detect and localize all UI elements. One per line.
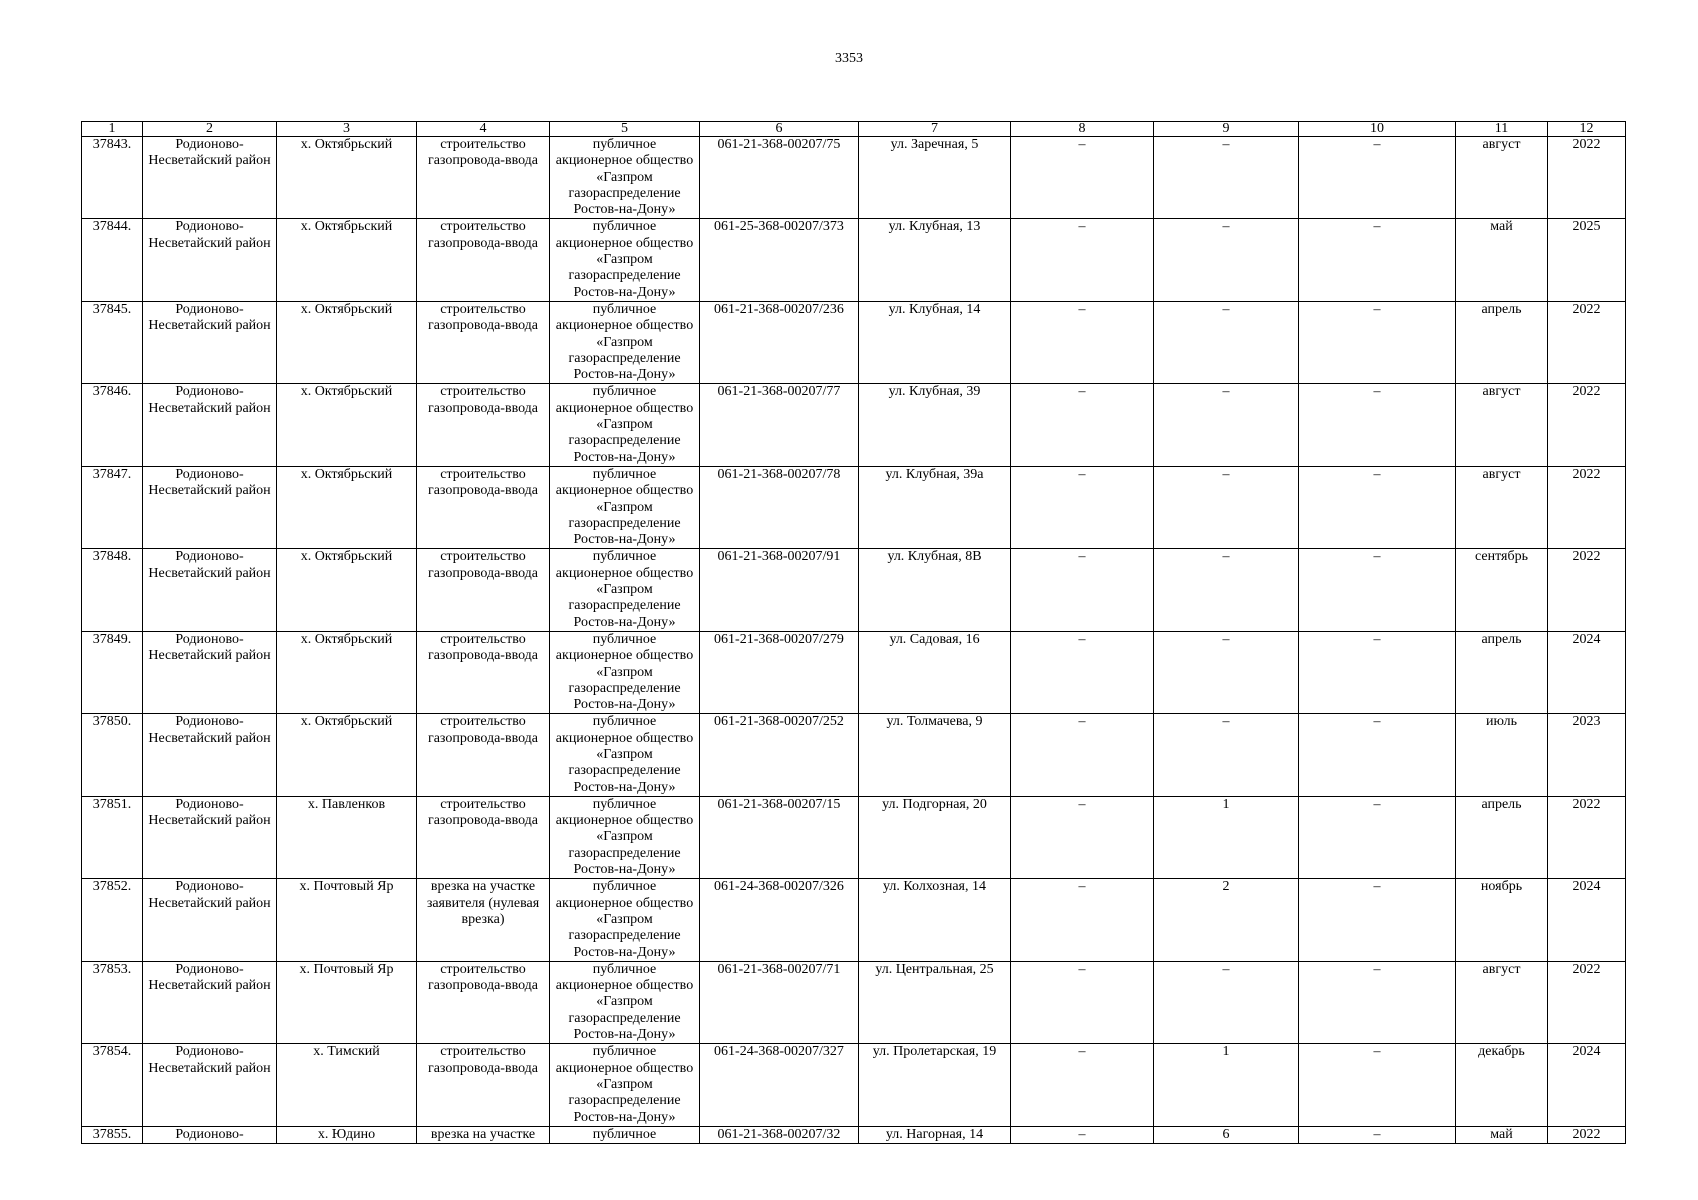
address-cell: ул. Клубная, 13 <box>859 219 1011 301</box>
column-10-cell: – <box>1299 549 1456 631</box>
column-header: 6 <box>700 122 859 137</box>
address-cell: ул. Колхозная, 14 <box>859 879 1011 961</box>
registry-table <box>81 121 1626 1144</box>
district-cell: Родионово-Несветайский район <box>143 631 277 713</box>
district-cell: Родионово-Несветайский район <box>143 796 277 878</box>
application-code-cell: 061-21-368-00207/77 <box>700 384 859 466</box>
column-9-cell: – <box>1154 549 1299 631</box>
work-type-cell: строительство газопровода-ввода <box>417 384 550 466</box>
settlement-cell: х. Октябрьский <box>277 219 417 301</box>
column-9-cell: – <box>1154 631 1299 713</box>
row-number-cell: 37844. <box>82 219 143 301</box>
year-cell: 2024 <box>1548 631 1626 713</box>
year-cell: 2024 <box>1548 879 1626 961</box>
column-10-cell: – <box>1299 137 1456 219</box>
year-cell: 2023 <box>1548 714 1626 796</box>
work-type-cell: врезка на участке <box>417 1126 550 1143</box>
settlement-cell: х. Юдино <box>277 1126 417 1143</box>
organization-cell: публичное акционерное общество «Газпром газораспределение Ростов-на-Дону» <box>550 961 700 1043</box>
column-9-cell: 2 <box>1154 879 1299 961</box>
organization-cell: публичное акционерное общество «Газпром газораспределение Ростов-на-Дону» <box>550 301 700 383</box>
column-9-cell: – <box>1154 301 1299 383</box>
application-code-cell: 061-25-368-00207/373 <box>700 219 859 301</box>
year-cell: 2024 <box>1548 1044 1626 1126</box>
application-code-cell: 061-21-368-00207/75 <box>700 137 859 219</box>
organization-cell: публичное акционерное общество «Газпром газораспределение Ростов-на-Дону» <box>550 549 700 631</box>
address-cell: ул. Толмачева, 9 <box>859 714 1011 796</box>
work-type-cell: строительство газопровода-ввода <box>417 961 550 1043</box>
column-number-row <box>82 122 1626 137</box>
organization-cell: публичное акционерное общество «Газпром газораспределение Ростов-на-Дону» <box>550 631 700 713</box>
row-number-cell: 37855. <box>82 1126 143 1143</box>
settlement-cell: х. Павленков <box>277 796 417 878</box>
settlement-cell: х. Октябрьский <box>277 631 417 713</box>
column-header: 12 <box>1548 122 1626 137</box>
column-9-cell: – <box>1154 137 1299 219</box>
month-cell: апрель <box>1456 631 1548 713</box>
column-8-cell: – <box>1011 714 1154 796</box>
application-code-cell: 061-21-368-00207/279 <box>700 631 859 713</box>
month-cell: май <box>1456 1126 1548 1143</box>
application-code-cell: 061-24-368-00207/327 <box>700 1044 859 1126</box>
settlement-cell: х. Тимский <box>277 1044 417 1126</box>
month-cell: декабрь <box>1456 1044 1548 1126</box>
row-number-cell: 37852. <box>82 879 143 961</box>
column-header: 2 <box>143 122 277 137</box>
column-9-cell: – <box>1154 714 1299 796</box>
column-9-cell: 1 <box>1154 796 1299 878</box>
row-number-cell: 37843. <box>82 137 143 219</box>
column-8-cell: – <box>1011 137 1154 219</box>
month-cell: август <box>1456 384 1548 466</box>
month-cell: август <box>1456 137 1548 219</box>
organization-cell: публичное акционерное общество «Газпром газораспределение Ростов-на-Дону» <box>550 137 700 219</box>
column-10-cell: – <box>1299 714 1456 796</box>
year-cell: 2022 <box>1548 796 1626 878</box>
column-9-cell: – <box>1154 961 1299 1043</box>
column-10-cell: – <box>1299 796 1456 878</box>
table-row <box>82 1126 1626 1143</box>
year-cell: 2022 <box>1548 137 1626 219</box>
settlement-cell: х. Октябрьский <box>277 137 417 219</box>
address-cell: ул. Нагорная, 14 <box>859 1126 1011 1143</box>
district-cell: Родионово-Несветайский район <box>143 219 277 301</box>
organization-cell: публичное <box>550 1126 700 1143</box>
district-cell: Родионово-Несветайский район <box>143 714 277 796</box>
year-cell: 2022 <box>1548 384 1626 466</box>
month-cell: июль <box>1456 714 1548 796</box>
table-row <box>82 1044 1626 1126</box>
month-cell: сентябрь <box>1456 549 1548 631</box>
column-9-cell: 1 <box>1154 1044 1299 1126</box>
settlement-cell: х. Октябрьский <box>277 466 417 548</box>
settlement-cell: х. Октябрьский <box>277 714 417 796</box>
table-row <box>82 384 1626 466</box>
column-8-cell: – <box>1011 879 1154 961</box>
row-number-cell: 37851. <box>82 796 143 878</box>
table-row <box>82 219 1626 301</box>
column-10-cell: – <box>1299 384 1456 466</box>
month-cell: август <box>1456 961 1548 1043</box>
row-number-cell: 37853. <box>82 961 143 1043</box>
district-cell: Родионово-Несветайский район <box>143 466 277 548</box>
district-cell: Родионово-Несветайский район <box>143 961 277 1043</box>
row-number-cell: 37849. <box>82 631 143 713</box>
application-code-cell: 061-21-368-00207/32 <box>700 1126 859 1143</box>
row-number-cell: 37854. <box>82 1044 143 1126</box>
column-9-cell: – <box>1154 219 1299 301</box>
month-cell: май <box>1456 219 1548 301</box>
table-row <box>82 466 1626 548</box>
column-10-cell: – <box>1299 301 1456 383</box>
table-row <box>82 631 1626 713</box>
table-body <box>82 137 1626 1144</box>
organization-cell: публичное акционерное общество «Газпром газораспределение Ростов-на-Дону» <box>550 219 700 301</box>
year-cell: 2022 <box>1548 961 1626 1043</box>
row-number-cell: 37846. <box>82 384 143 466</box>
column-10-cell: – <box>1299 631 1456 713</box>
column-9-cell: – <box>1154 466 1299 548</box>
column-header: 5 <box>550 122 700 137</box>
row-number-cell: 37845. <box>82 301 143 383</box>
column-header: 7 <box>859 122 1011 137</box>
organization-cell: публичное акционерное общество «Газпром газораспределение Ростов-на-Дону» <box>550 714 700 796</box>
column-8-cell: – <box>1011 384 1154 466</box>
work-type-cell: строительство газопровода-ввода <box>417 796 550 878</box>
address-cell: ул. Клубная, 39а <box>859 466 1011 548</box>
settlement-cell: х. Октябрьский <box>277 384 417 466</box>
work-type-cell: строительство газопровода-ввода <box>417 466 550 548</box>
application-code-cell: 061-21-368-00207/91 <box>700 549 859 631</box>
work-type-cell: строительство газопровода-ввода <box>417 219 550 301</box>
row-number-cell: 37848. <box>82 549 143 631</box>
settlement-cell: х. Октябрьский <box>277 301 417 383</box>
work-type-cell: строительство газопровода-ввода <box>417 1044 550 1126</box>
table-row <box>82 961 1626 1043</box>
column-8-cell: – <box>1011 1126 1154 1143</box>
column-header: 4 <box>417 122 550 137</box>
table-row <box>82 714 1626 796</box>
district-cell: Родионово-Несветайский район <box>143 137 277 219</box>
table-row <box>82 137 1626 219</box>
column-8-cell: – <box>1011 796 1154 878</box>
column-9-cell: – <box>1154 384 1299 466</box>
year-cell: 2022 <box>1548 301 1626 383</box>
year-cell: 2022 <box>1548 466 1626 548</box>
work-type-cell: строительство газопровода-ввода <box>417 301 550 383</box>
column-8-cell: – <box>1011 631 1154 713</box>
year-cell: 2022 <box>1548 549 1626 631</box>
column-9-cell: 6 <box>1154 1126 1299 1143</box>
month-cell: ноябрь <box>1456 879 1548 961</box>
page-number: 3353 <box>835 51 863 66</box>
application-code-cell: 061-21-368-00207/252 <box>700 714 859 796</box>
address-cell: ул. Клубная, 39 <box>859 384 1011 466</box>
column-8-cell: – <box>1011 301 1154 383</box>
application-code-cell: 061-24-368-00207/326 <box>700 879 859 961</box>
column-8-cell: – <box>1011 1044 1154 1126</box>
month-cell: апрель <box>1456 796 1548 878</box>
organization-cell: публичное акционерное общество «Газпром газораспределение Ростов-на-Дону» <box>550 1044 700 1126</box>
table-row <box>82 549 1626 631</box>
column-header: 1 <box>82 122 143 137</box>
month-cell: апрель <box>1456 301 1548 383</box>
column-header: 10 <box>1299 122 1456 137</box>
year-cell: 2025 <box>1548 219 1626 301</box>
year-cell: 2022 <box>1548 1126 1626 1143</box>
column-10-cell: – <box>1299 1126 1456 1143</box>
address-cell: ул. Клубная, 8В <box>859 549 1011 631</box>
column-header: 8 <box>1011 122 1154 137</box>
address-cell: ул. Садовая, 16 <box>859 631 1011 713</box>
organization-cell: публичное акционерное общество «Газпром газораспределение Ростов-на-Дону» <box>550 879 700 961</box>
district-cell: Родионово-Несветайский район <box>143 549 277 631</box>
column-10-cell: – <box>1299 961 1456 1043</box>
settlement-cell: х. Почтовый Яр <box>277 961 417 1043</box>
address-cell: ул. Клубная, 14 <box>859 301 1011 383</box>
organization-cell: публичное акционерное общество «Газпром газораспределение Ростов-на-Дону» <box>550 466 700 548</box>
row-number-cell: 37847. <box>82 466 143 548</box>
row-number-cell: 37850. <box>82 714 143 796</box>
column-10-cell: – <box>1299 879 1456 961</box>
address-cell: ул. Центральная, 25 <box>859 961 1011 1043</box>
organization-cell: публичное акционерное общество «Газпром газораспределение Ростов-на-Дону» <box>550 796 700 878</box>
column-10-cell: – <box>1299 1044 1456 1126</box>
column-header: 3 <box>277 122 417 137</box>
column-8-cell: – <box>1011 219 1154 301</box>
address-cell: ул. Заречная, 5 <box>859 137 1011 219</box>
application-code-cell: 061-21-368-00207/78 <box>700 466 859 548</box>
district-cell: Родионово-Несветайский район <box>143 1044 277 1126</box>
month-cell: август <box>1456 466 1548 548</box>
work-type-cell: врезка на участке заявителя (нулевая врезка) <box>417 879 550 961</box>
address-cell: ул. Пролетарская, 19 <box>859 1044 1011 1126</box>
column-header: 9 <box>1154 122 1299 137</box>
column-8-cell: – <box>1011 961 1154 1043</box>
column-8-cell: – <box>1011 466 1154 548</box>
table-row <box>82 796 1626 878</box>
district-cell: Родионово-Несветайский район <box>143 879 277 961</box>
application-code-cell: 061-21-368-00207/71 <box>700 961 859 1043</box>
settlement-cell: х. Октябрьский <box>277 549 417 631</box>
table-row <box>82 879 1626 961</box>
application-code-cell: 061-21-368-00207/15 <box>700 796 859 878</box>
column-8-cell: – <box>1011 549 1154 631</box>
column-10-cell: – <box>1299 466 1456 548</box>
application-code-cell: 061-21-368-00207/236 <box>700 301 859 383</box>
district-cell: Родионово- <box>143 1126 277 1143</box>
work-type-cell: строительство газопровода-ввода <box>417 714 550 796</box>
settlement-cell: х. Почтовый Яр <box>277 879 417 961</box>
district-cell: Родионово-Несветайский район <box>143 301 277 383</box>
work-type-cell: строительство газопровода-ввода <box>417 549 550 631</box>
organization-cell: публичное акционерное общество «Газпром газораспределение Ростов-на-Дону» <box>550 384 700 466</box>
column-header: 11 <box>1456 122 1548 137</box>
address-cell: ул. Подгорная, 20 <box>859 796 1011 878</box>
work-type-cell: строительство газопровода-ввода <box>417 631 550 713</box>
table-row <box>82 301 1626 383</box>
work-type-cell: строительство газопровода-ввода <box>417 137 550 219</box>
district-cell: Родионово-Несветайский район <box>143 384 277 466</box>
column-10-cell: – <box>1299 219 1456 301</box>
